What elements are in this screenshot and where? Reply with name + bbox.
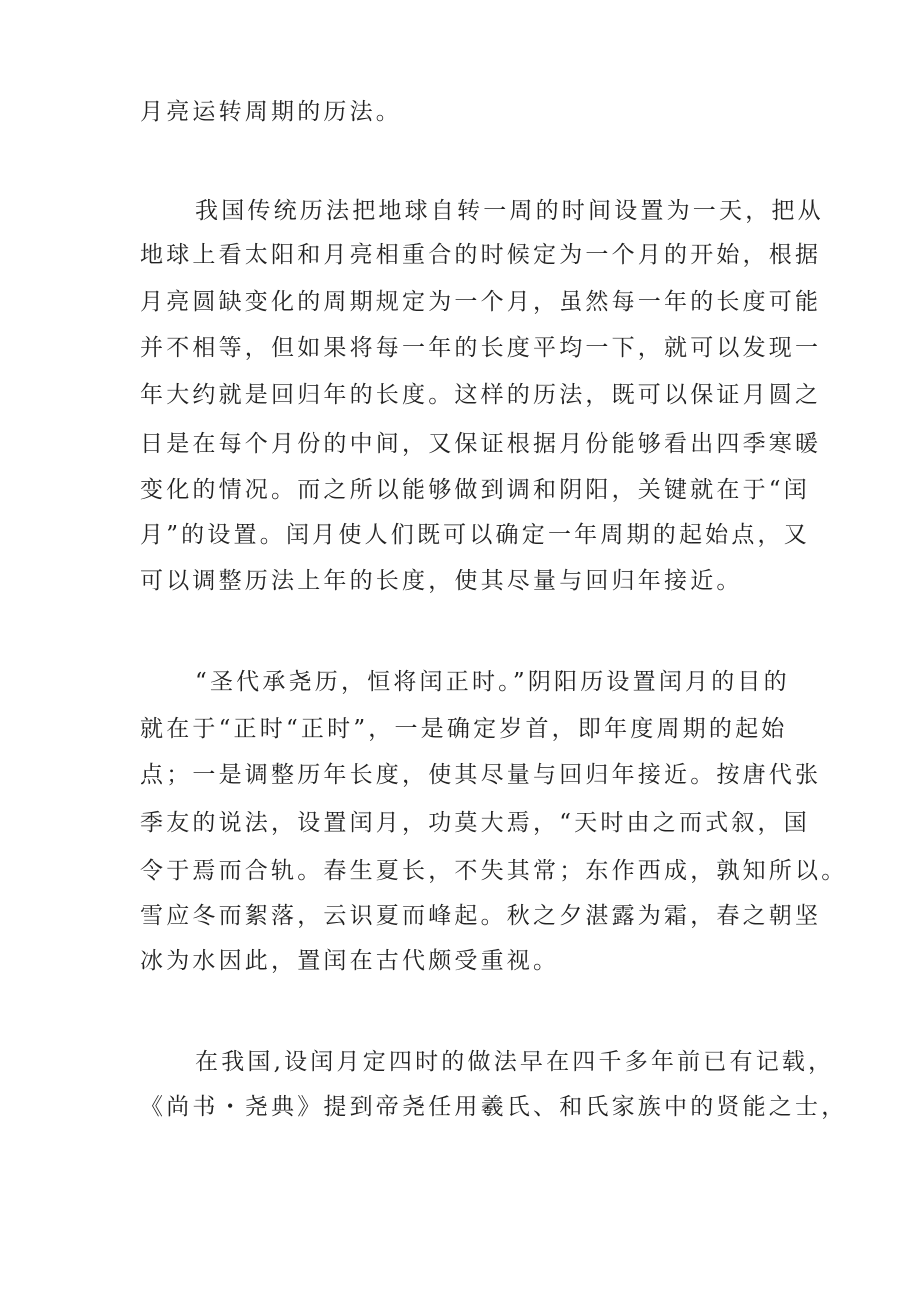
- text-line: 月”的设置。闰月使人们既可以确定一年周期的起始点，又: [140, 522, 810, 548]
- text-line: “圣代承尧历，恒将闰正时。”阴阳历设置闰月的目的: [195, 669, 790, 695]
- text-line: 就在于“正时“正时”，一是确定岁首，即年度周期的起始: [140, 716, 788, 742]
- text-line: 年大约就是回归年的长度。这样的历法，既可以保证月圆之: [140, 382, 822, 408]
- text-line: 在我国,设闰月定四时的做法早在四千多年前已有记载，: [195, 1049, 835, 1075]
- text-line: 变化的情况。而之所以能够做到调和阴阳，关键就在于“闰: [140, 477, 810, 503]
- text-line: 点；一是调整历年长度，使其尽量与回归年接近。按唐代张: [140, 762, 822, 788]
- text-line: 令于焉而合轨。春生夏长，不失其常；东作西成，孰知所以。: [140, 858, 848, 884]
- text-line: 季友的说法，设置闰月，功莫大焉，“天时由之而式叙，国: [140, 810, 810, 836]
- text-line: 并不相等，但如果将每一年的长度平均一下，就可以发现一: [140, 335, 822, 361]
- text-line: 冰为水因此，置闰在古代颇受重视。: [140, 948, 560, 974]
- text-line: 我国传统历法把地球自转一周的时间设置为一天，把从: [195, 198, 824, 224]
- text-line: 地球上看太阳和月亮相重合的时候定为一个月的开始，根据: [140, 242, 822, 268]
- text-line: 日是在每个月份的中间，又保证根据月份能够看出四季寒暖: [140, 431, 822, 457]
- text-line: 《尚书・尧典》提到帝尧任用羲氏、和氏家族中的贤能之士，: [140, 1094, 848, 1120]
- text-line: 可以调整历法上年的长度，使其尽量与回归年接近。: [140, 568, 743, 594]
- text-line: 雪应冬而絮落，云识夏而峰起。秋之夕湛露为霜，春之朝坚: [140, 903, 822, 929]
- text-line: 月亮圆缺变化的周期规定为一个月，虽然每一年的长度可能: [140, 289, 822, 315]
- text-line: 月亮运转周期的历法。: [140, 99, 402, 125]
